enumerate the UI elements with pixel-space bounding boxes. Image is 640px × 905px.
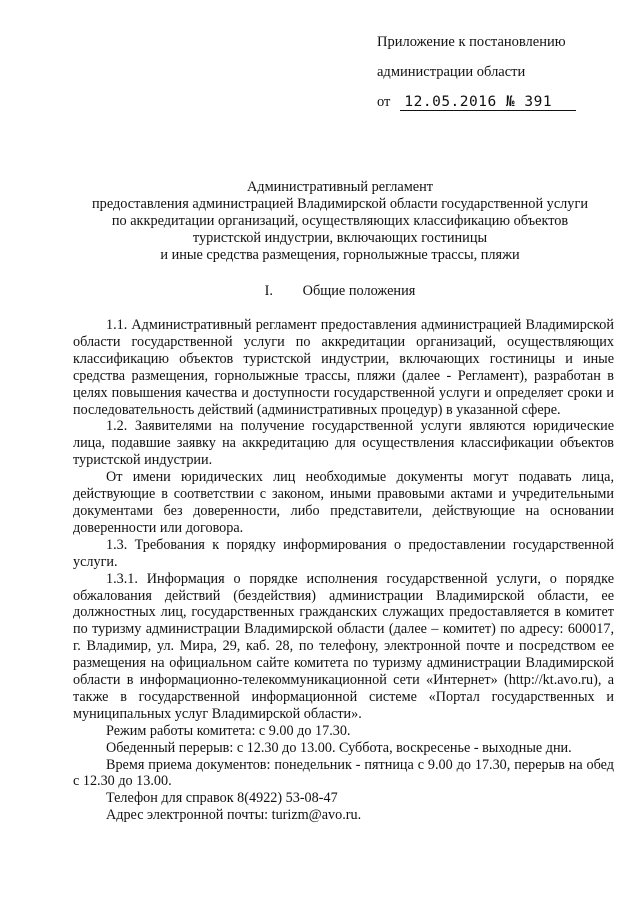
- reception-hours: Время приема документов: понедельник - пятница с 9.00 до 17.30, перерыв на обед с 12.30 до 13.00.: [73, 756, 614, 790]
- paragraph-1-2: 1.2. Заявителями на получение государственной услуги являются юридические лица, подавшие заявку на аккредитацию для осуществления классификации объектов туристской индустрии.: [73, 418, 614, 469]
- appendix-line-2: администрации области: [377, 64, 526, 80]
- paragraph-1-3: 1.3. Требования к порядку информирования о предоставлении государственной услуги.: [73, 536, 614, 570]
- title-line-4: туристской индустрии, включающих гостиницы: [192, 230, 488, 246]
- date-number-field: 12.05.2016 № 391: [400, 94, 576, 111]
- document-body: [73, 317, 614, 824]
- title-line-2: предоставления администрацией Владимирской области государственной услуги: [92, 196, 588, 212]
- section-number: I.: [264, 283, 274, 299]
- title-line-1: Административный регламент: [246, 179, 434, 195]
- paragraph-1-1: 1.1. Административный регламент предоставления администрацией Владимирской области государственной услуги по аккредитации организаций, осуществляющих классификацию объектов туристской индустрии, включающих гостиницы и иные средства размещения, горнолыжные трассы, пляжи (далее - Регламент), разработан в целях повышения качества и доступности государственной услуги и определяет сроки и последовательность действий (административных процедур) в указанной сфере.: [73, 317, 614, 418]
- title-line-5: и иные средства размещения, горнолыжные трассы, пляжи: [160, 247, 520, 263]
- section-heading: [60, 283, 620, 300]
- from-label: от: [377, 94, 391, 110]
- email-line: Адрес электронной почты: turizm@avo.ru.: [106, 807, 362, 824]
- working-hours: Режим работы комитета: с 9.00 до 17.30.: [106, 722, 351, 739]
- section-title: Общие положения: [302, 283, 416, 299]
- appendix-line-1: Приложение к постановлению: [377, 34, 566, 50]
- paragraph-1-3-1: 1.3.1. Информация о порядке исполнения государственной услуги, о порядке обжалования действий (бездействия) администрации Владимирской области, ее должностных лиц, государственных гражданских служащих предоставляется в комитет по туризму администрации Владимирской области (далее – комитет) по адресу: 600017, г. Владимир, ул. Мира, 29, каб. 28, по телефону, электронной почте и посредством ее размещения на официальном сайте комитета по туризму администрации Владимирской области в информационно-телекоммуникационной сети «Интернет» (http://kt.avo.ru), а также в государственной информационной системе «Портал государственных и муниципальных услуг Владимирской области».: [73, 570, 614, 722]
- paragraph-representatives: От имени юридических лиц необходимые документы могут подавать лица, действующие в соответствии с законом, иными правовыми актами и учредительными документами без доверенности, либо представители, действующие на основании доверенности или договора.: [73, 469, 614, 536]
- appendix-header: [377, 34, 627, 124]
- date-line: [377, 94, 627, 124]
- phone-line: Телефон для справок 8(4922) 53-08-47: [106, 790, 338, 807]
- document-title: [60, 179, 620, 264]
- lunch-break: Обеденный перерыв: с 12.30 до 13.00. Суббота, воскресенье - выходные дни.: [106, 739, 572, 756]
- title-line-3: по аккредитации организаций, осуществляющих классификацию объектов: [111, 213, 569, 229]
